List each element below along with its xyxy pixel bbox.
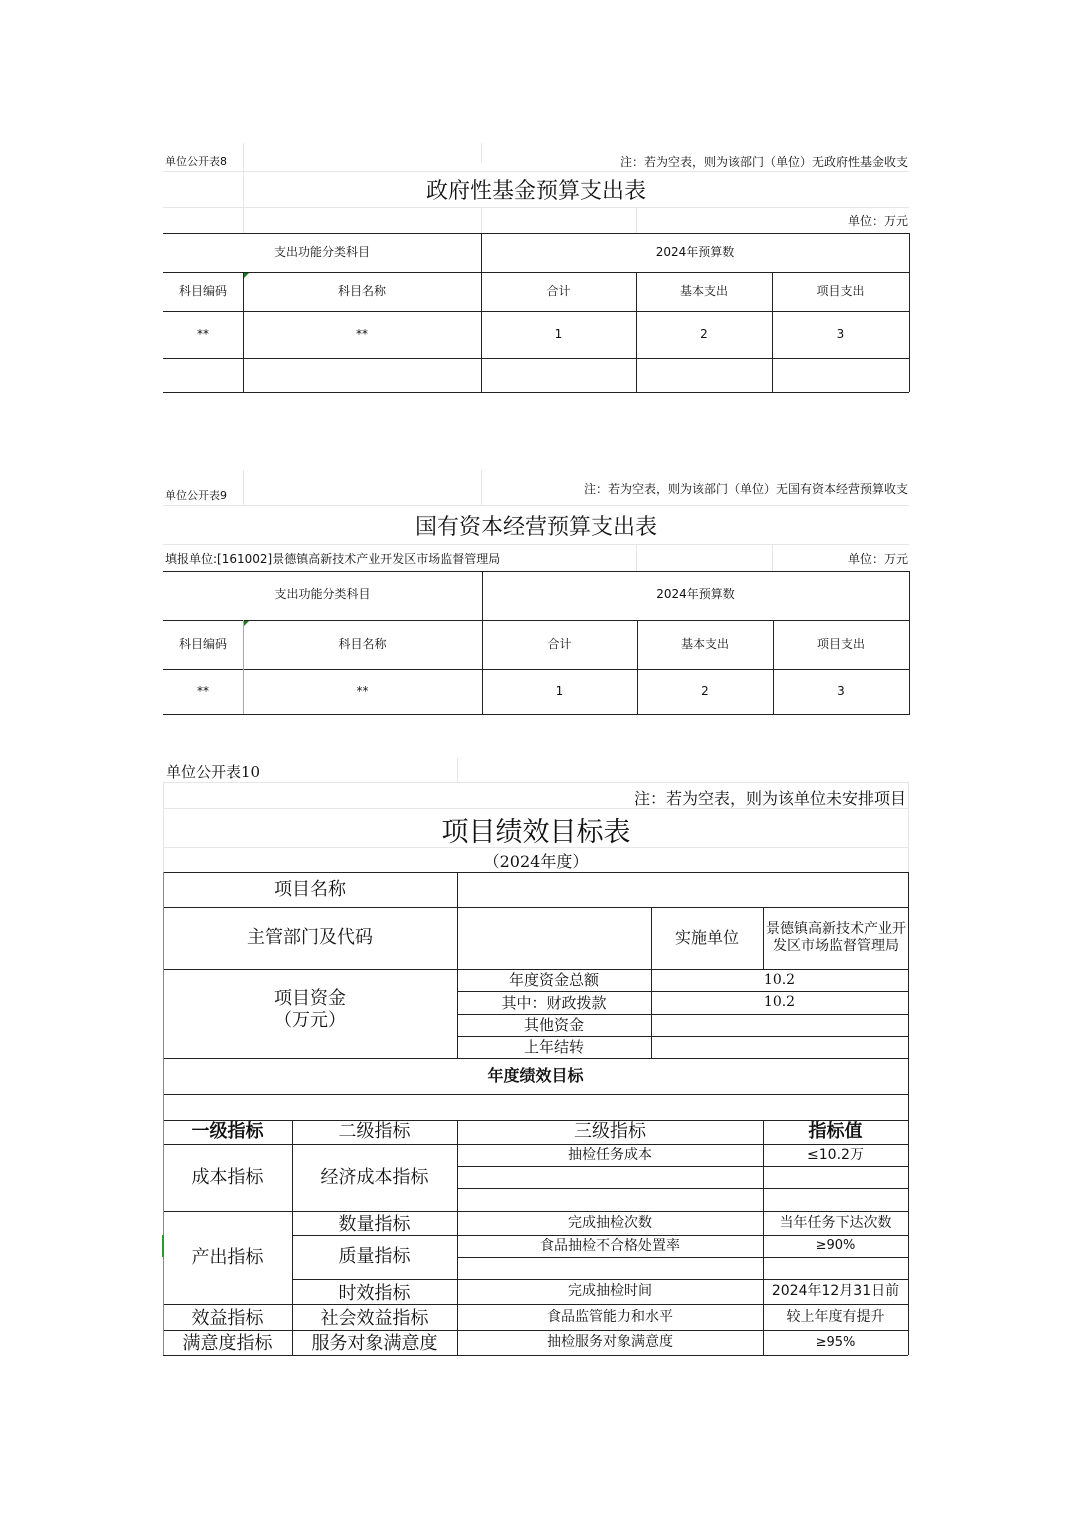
header-level1: 一级指标: [191, 1121, 264, 1143]
funds-item-value: [651, 1014, 908, 1036]
table8-cell: 2: [700, 327, 708, 342]
funds-item-label: 年度资金总额: [508, 971, 599, 989]
funds-label: [163, 969, 457, 1058]
table9-cell: **: [197, 684, 209, 699]
table9-col-name: 科目名称: [338, 637, 387, 652]
table8-note: 注：若为空表，则为该部门（单位）无政府性基金收支: [619, 155, 908, 169]
table9-cell: 3: [837, 684, 845, 699]
table8-col-basic: 基本支出: [679, 284, 728, 299]
table9-filler: 填报单位:[161002]景德镇高新技术产业开发区市场监督管理局: [165, 552, 501, 566]
table10-label: 单位公开表10: [166, 763, 261, 781]
satisfaction-level1: 满意度指标: [182, 1333, 273, 1355]
table8-group-header-budget: 2024年预算数: [655, 245, 735, 260]
table9-col-total: 合计: [547, 637, 572, 652]
funds-item-value: 10.2: [763, 994, 796, 1011]
table8-title: 政府性基金预算支出表: [425, 179, 646, 204]
funds-item-value: [651, 1036, 908, 1058]
indicator-level2: 服务对象满意度: [311, 1333, 438, 1355]
indicator-level3: 食品抽检不合格处置率: [540, 1237, 680, 1254]
cost-level1: 成本指标: [191, 1166, 264, 1188]
table8-cell: [243, 358, 481, 392]
indicator-level3: [457, 1188, 763, 1211]
impl-unit-label: 实施单位: [674, 928, 739, 948]
indicator-value: ≥95%: [815, 1334, 856, 1350]
table8-label: 单位公开表8: [165, 155, 227, 168]
table9-cell: 1: [555, 684, 564, 699]
indicator-value: ≥90%: [815, 1238, 856, 1254]
quality-level2: 质量指标: [338, 1246, 411, 1268]
table8-col-total: 合计: [546, 284, 571, 299]
indicator-value: 较上年度有提升: [786, 1308, 885, 1325]
indicator-level2: 数量指标: [338, 1214, 411, 1236]
table9-unit: 单位：万元: [847, 552, 908, 566]
table8-col-code: 科目编码: [178, 284, 227, 299]
output-level1: 产出指标: [191, 1246, 264, 1268]
indicator-level2: 时效指标: [338, 1282, 411, 1304]
table8-cell: [481, 358, 636, 392]
table8-col-project: 项目支出: [816, 284, 865, 299]
table8-cell: [772, 358, 909, 392]
funds-item-value: 10.2: [763, 971, 796, 988]
indicator-value: [763, 1188, 908, 1211]
table9-cell: 2: [701, 684, 709, 699]
table9-group-header-subject: 支出功能分类科目: [274, 586, 371, 601]
indicator-level3: 食品监管能力和水平: [547, 1308, 673, 1325]
table9-label: 单位公开表9: [165, 489, 227, 502]
funds-item-label: 上年结转: [523, 1038, 584, 1056]
annual-goals-label: 年度绩效目标: [487, 1066, 584, 1086]
indicator-value: 2024年12月31日前: [771, 1283, 900, 1300]
project-name-value: [457, 872, 908, 907]
indicator-level2: 社会效益指标: [320, 1308, 429, 1330]
annual-goals-value: [163, 1094, 908, 1120]
impl-unit-value: 景德镇高新技术产业开发区市场监督管理局: [766, 920, 906, 954]
indicator-value: 当年任务下达次数: [779, 1214, 892, 1231]
table9-title: 国有资本经营预算支出表: [414, 515, 657, 540]
table9-cell: **: [356, 684, 369, 699]
dept-value: [457, 907, 651, 969]
indicator-value: [763, 1257, 908, 1279]
table9-col-project: 项目支出: [816, 637, 865, 652]
dept-label: 主管部门及代码: [247, 927, 373, 949]
indicator-value: ≤10.2万: [807, 1146, 864, 1163]
table8-cell: 1: [554, 327, 563, 342]
table10-subtitle: （2024年度）: [483, 852, 589, 871]
table8-group-header-subject: 支出功能分类科目: [273, 245, 370, 260]
indicator-level3: [457, 1166, 763, 1188]
funds-label-line1: 项目资金: [274, 987, 346, 1009]
cost-level2: 经济成本指标: [320, 1166, 429, 1188]
funds-item-label: 其他资金: [523, 1016, 584, 1034]
header-level3: 三级指标: [574, 1121, 646, 1143]
table9-note: 注：若为空表，则为该部门（单位）无国有资本经营预算收支: [583, 482, 908, 496]
header-level2: 二级指标: [338, 1121, 411, 1143]
indicator-level3: 抽检任务成本: [568, 1146, 652, 1163]
table8-cell: [163, 358, 243, 392]
table8-cell: **: [197, 327, 209, 342]
table8-unit: 单位：万元: [847, 214, 908, 228]
table9-col-basic: 基本支出: [680, 637, 729, 652]
indicator-level3: 完成抽检次数: [568, 1214, 652, 1231]
indicator-level3: 完成抽检时间: [568, 1283, 652, 1300]
table9-group-header-budget: 2024年预算数: [656, 586, 735, 601]
benefit-level1: 效益指标: [191, 1308, 264, 1330]
header-value: 指标值: [808, 1121, 863, 1143]
table8-cell: [636, 358, 772, 392]
funds-item-label: 其中：财政拨款: [501, 993, 607, 1012]
table8-cell: 3: [836, 327, 845, 342]
table9-col-code: 科目编码: [178, 637, 227, 652]
funds-label-line2: （万元）: [274, 1009, 346, 1031]
table10-title: 项目绩效目标表: [441, 817, 631, 848]
indicator-value: [763, 1166, 908, 1188]
indicator-level3: 抽检服务对象满意度: [547, 1334, 673, 1351]
table8-cell: **: [356, 327, 368, 342]
project-name-label: 项目名称: [274, 878, 346, 900]
table10-note: 注：若为空表，则为该单位未安排项目: [633, 789, 906, 808]
indicator-level3: [457, 1257, 763, 1279]
table8-col-name: 科目名称: [337, 284, 386, 299]
